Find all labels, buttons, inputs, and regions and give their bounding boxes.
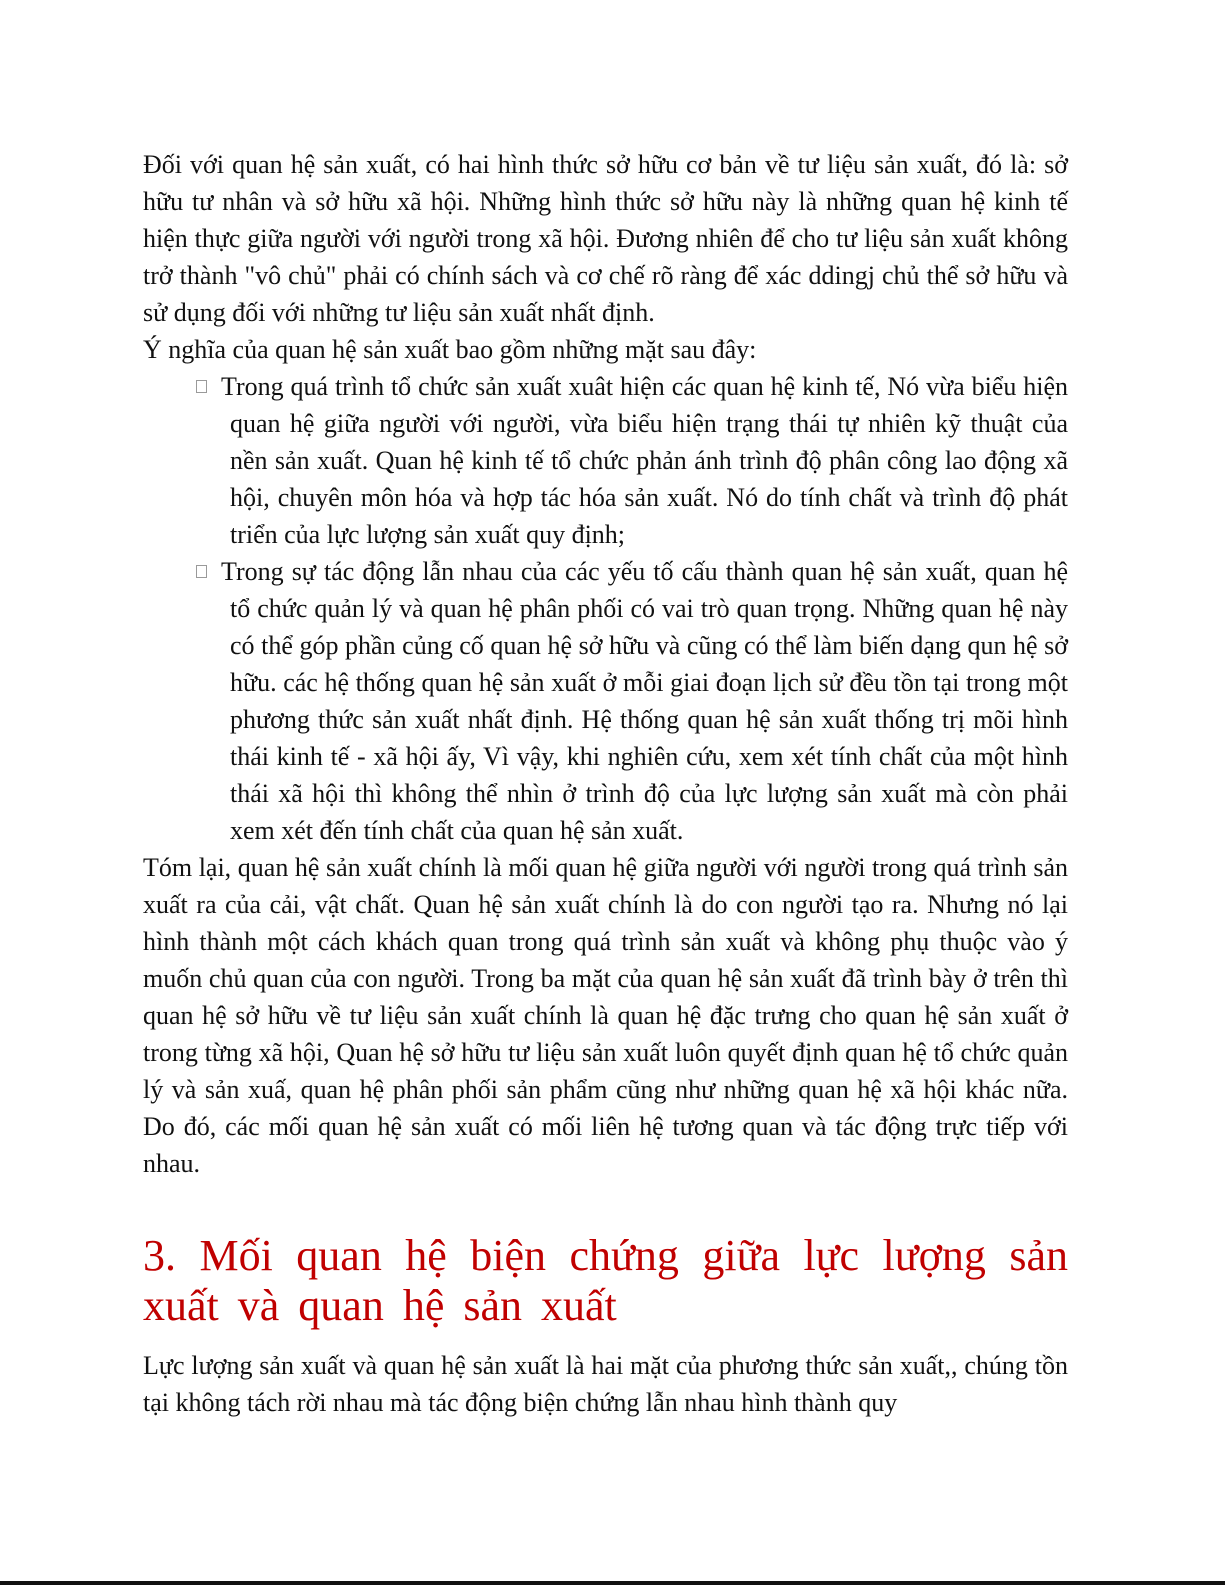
paragraph-dialectic-intro: Lực lượng sản xuất và quan hệ sản xuất là hai mặt của phương thức sản xuất,, chúng tồn tại không tách rời nhau mà tác động biện chứng lẫn nhau hình thành quy: [143, 1351, 1068, 1417]
bullet-text: hiện quan hệ giữa người với người, vừa biểu hiện trạng thái tự nhiên kỹ thuật của nền sản xuất. Quan hệ kinh tế tổ chức phản ánh trình độ phân công lao động xã hội, chuyên môn hóa và hợp tác hóa sản xuất. Nó do tính chất và trình độ phát triển của lực lượng sản xuất quy định;: [230, 372, 1069, 549]
bullet-item-management-distribution: [143, 553, 1068, 849]
bullet-marker-icon: [196, 380, 207, 393]
page-bottom-rule: [0, 1581, 1225, 1585]
bullet-list: [143, 368, 1068, 849]
bullet-first-line: Trong quá trình tổ chức sản xuất xuât hiện các quan hệ kinh tế, Nó vừa biểu: [221, 372, 1017, 401]
document-body: [143, 146, 1068, 1421]
bullet-item-economic-relations: [143, 368, 1068, 553]
section-heading: 3. Mối quan hệ biện chứng giữa lực lượng sản xuất và quan hệ sản xuất: [143, 1231, 1068, 1330]
bullet-marker-icon: [196, 565, 207, 578]
bullet-first-line: Trong sự tác động lẫn nhau của các yếu tố cấu thành quan hệ sản xuất, quan: [221, 557, 1036, 586]
paragraph-ownership-forms: Đối với quan hệ sản xuất, có hai hình thức sở hữu cơ bản về tư liệu sản xuất, đó là: sở hữu tư nhân và sở hữu xã hội. Những hình thức sở hữu này là những quan hệ kinh tế hiện thực giữa người với người trong xã hội. Đương nhiên để cho tư liệu sản xuất không trở thành "vô chủ" phải có chính sách và cơ chế rõ ràng để xác ddingj chủ thể sở hữu và sử dụng đối với những tư liệu sản xuất nhất định.: [143, 150, 1068, 327]
bullet-text: hệ tổ chức quản lý và quan hệ phân phối có vai trò quan trọng. Những quan hệ này có thể góp phần củng cố quan hệ sở hữu và cũng có thể làm biến dạng qun hệ sở hữu. các hệ thống quan hệ sản xuất ở mỗi giai đoạn lịch sử đều tồn tại trong một phương thức sản xuất nhất định. Hệ thống quan hệ sản xuất thống trị mõi hình thái kinh tế - xã hội ấy, Vì vậy, khi nghiên cứu, xem xét tính chất của một hình thái xã hội thì không thể nhìn ở trình độ của lực lượng sản xuất mà còn phải xem xét đến tính chất của quan hệ sản xuất.: [230, 557, 1069, 845]
paragraph-summary: Tóm lại, quan hệ sản xuất chính là mối quan hệ giữa người với người trong quá trình sản xuất ra của cải, vật chất. Quan hệ sản xuất chính là do con người tạo ra. Nhưng nó lại hình thành một cách khách quan trong quá trình sản xuất và không phụ thuộc vào ý muốn chủ quan của con người. Trong ba mặt của quan hệ sản xuất đã trình bày ở trên thì quan hệ sở hữu về tư liệu sản xuất chính là quan hệ đặc trưng cho quan hệ sản xuất ở trong từng xã hội, Quan hệ sở hữu tư liệu sản xuất luôn quyết định quan hệ tổ chức quản lý và sản xuấ, quan hệ phân phối sản phẩm cũng như những quan hệ xã hội khác nữa. Do đó, các mối quan hệ sản xuất có mối liên hệ tương quan và tác động trực tiếp với nhau.: [143, 853, 1068, 1178]
paragraph-meaning-intro: Ý nghĩa của quan hệ sản xuất bao gồm những mặt sau đây:: [143, 335, 757, 364]
